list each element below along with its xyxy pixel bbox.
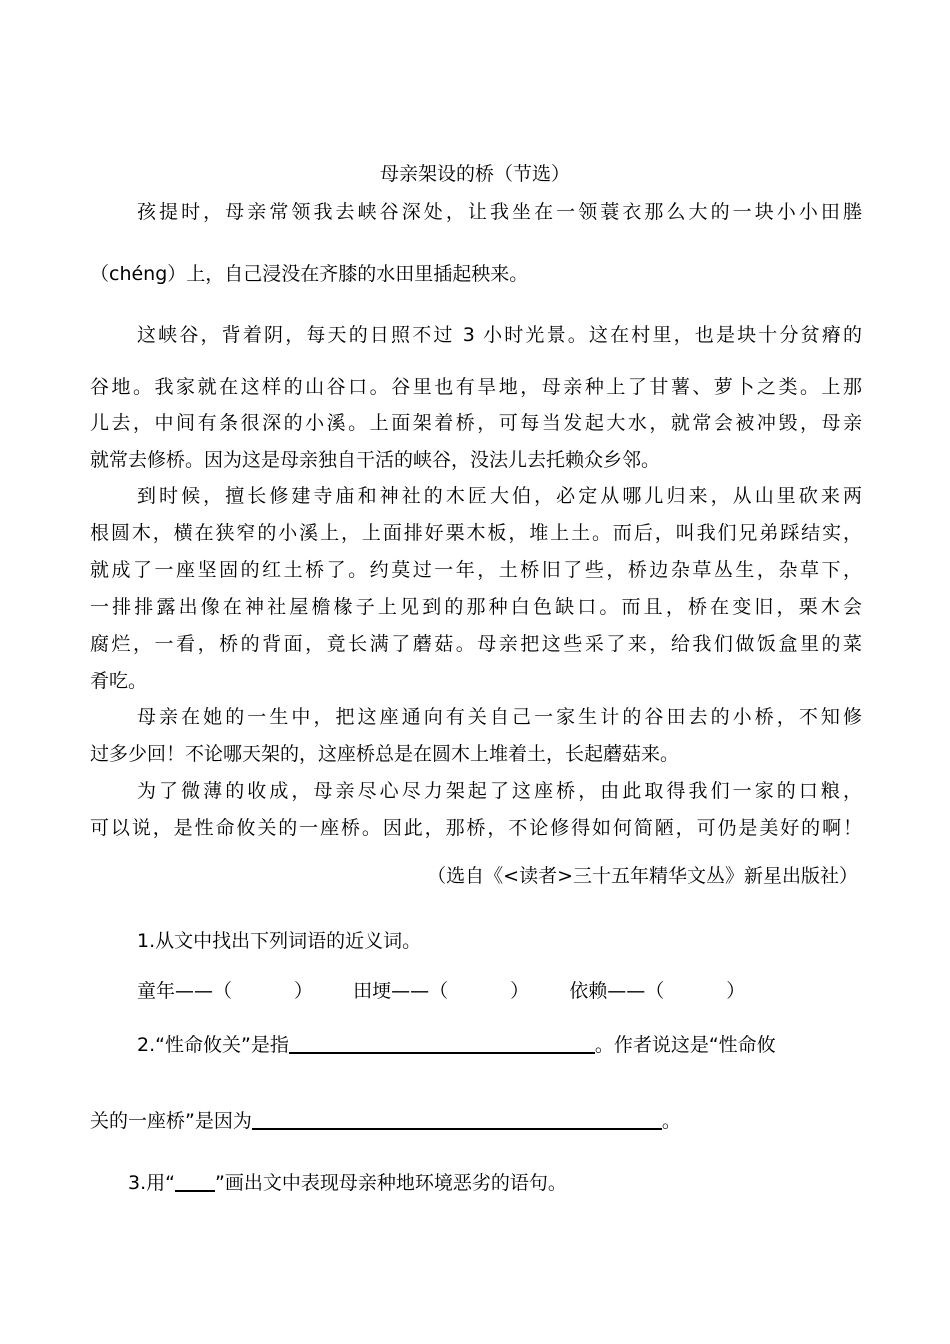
paragraph-1-line-2: （chéng）上，自己浸没在齐膝的水田里插起秧来。	[90, 263, 529, 285]
paragraph-2-line-3: 儿去，中间有条很深的小溪。上面架着桥，可每当发起大水，就常会被冲毁，母亲	[90, 412, 862, 434]
paragraph-5-line-1: 为了微薄的收成，母亲尽心尽力架起了这座桥，由此取得我们一家的口粮，	[137, 780, 862, 802]
paren-close-3: ）	[726, 980, 746, 1002]
word-childhood-label: 童年——（	[137, 980, 233, 1002]
question-3-text-b: ”画出文中表现母亲种地环境恶劣的语句。	[214, 1172, 567, 1194]
question-1-words	[137, 982, 745, 1001]
question-3-text-a: 3.用“	[128, 1172, 175, 1194]
answer-blank-2b[interactable]	[252, 1110, 662, 1130]
paragraph-3-line-1: 到时候，擅长修建寺庙和神社的木匠大伯，必定从哪儿归来，从山里砍来两	[137, 485, 862, 507]
paragraph-3-line-3: 就成了一座坚固的红土桥了。约莫过一年，土桥旧了些，桥边杂草丛生，杂草下，	[90, 559, 862, 581]
paragraph-2-line-4: 就常去修桥。因为这是母亲独自干活的峡谷，没法儿去托赖众乡邻。	[90, 449, 661, 471]
paragraph-3-line-4: 一排排露出像在神社屋檐椽子上见到的那种白色缺口。而且，桥在变旧，栗木会	[90, 596, 862, 618]
question-2-line-2	[90, 1110, 681, 1131]
word-ridge-label: 田埂——（	[353, 980, 449, 1002]
paragraph-4-line-2: 过多少回！不论哪天架的，这座桥总是在圆木上堆着土，长起蘑菇来。	[90, 743, 680, 765]
paren-close-1: ）	[294, 980, 314, 1002]
paragraph-3-line-2: 根圆木，横在狭窄的小溪上，上面排好栗木板，堆上土。而后，叫我们兄弟踩结实，	[90, 522, 862, 544]
paragraph-3-line-5: 腐烂，一看，桥的背面，竟长满了蘑菇。母亲把这些采了来，给我们做饭盒里的菜	[90, 633, 862, 655]
passage-title: 母亲架设的桥（节选）	[379, 163, 570, 185]
paragraph-1-line-1: 孩提时，母亲常领我去峡谷深处，让我坐在一领蓑衣那么大的一块小小田塍	[137, 201, 862, 223]
source-citation: （选自《<读者>三十五年精华文丛》新星出版社）	[427, 865, 858, 887]
question-2-text-c: 关的一座桥”是因为	[90, 1110, 252, 1132]
underline-sample	[175, 1172, 215, 1192]
paragraph-4-line-1: 母亲在她的一生中，把这座通向有关自己一家生计的谷田去的小桥，不知修	[137, 706, 862, 728]
paren-close-2: ）	[510, 980, 530, 1002]
word-rely-label: 依赖——（	[569, 980, 665, 1002]
paragraph-5-line-2: 可以说，是性命攸关的一座桥。因此，那桥，不论修得如何简陋，可仍是美好的啊！	[90, 817, 862, 839]
answer-blank-2a[interactable]	[289, 1034, 595, 1054]
question-2-line-1	[137, 1034, 776, 1055]
question-2-text-a: 2.“性命攸关”是指	[137, 1034, 289, 1056]
question-2-text-d: 。	[661, 1110, 681, 1132]
paragraph-2-line-2: 谷地。我家就在这样的山谷口。谷里也有旱地，母亲种上了甘薯、萝卜之类。上那	[90, 376, 862, 398]
question-1: 1.从文中找出下列词语的近义词。	[137, 930, 422, 952]
paragraph-2-line-1: 这峡谷，背着阴，每天的日照不过 3 小时光景。这在村里，也是块十分贫瘠的	[137, 324, 862, 346]
question-2-text-b: 。作者说这是“性命攸	[594, 1034, 776, 1056]
paragraph-3-line-6: 肴吃。	[90, 670, 148, 692]
question-3	[128, 1172, 567, 1193]
